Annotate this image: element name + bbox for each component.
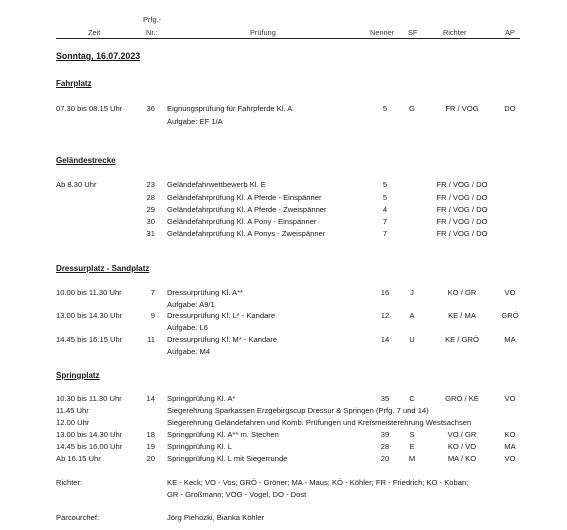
row-richter: FR / VOG / DO <box>436 205 488 214</box>
date-heading: Sonntag, 16.07.2023 <box>56 51 141 61</box>
row-richter: FR / VOG / DO <box>436 229 488 238</box>
row-nenner: 12 <box>380 311 390 320</box>
row-nenner: 20 <box>380 454 390 463</box>
row-nr: 29 <box>146 205 155 214</box>
row-test: Geländefahrprüfung Kl. A Pferde - Zweispänner <box>167 205 327 214</box>
parcourchef-label: Parcourchef: <box>56 513 100 522</box>
section-fahrplatz: Fahrplatz <box>56 79 92 88</box>
row-test: Springprüfung Kl. L mit Siegerrunde <box>167 454 288 463</box>
row-ap: GRÖ <box>501 311 519 320</box>
row-nr: 7 <box>150 288 155 297</box>
row-richter: KE / GRÖ <box>445 335 479 344</box>
header-sf: SF <box>408 28 418 37</box>
row-richter: VO / GR <box>447 430 477 439</box>
row-test: Springprüfung Kl. A* <box>167 394 236 403</box>
row-time: 11.45 Uhr <box>56 406 89 415</box>
row-richter: KO / GR <box>447 288 477 297</box>
row-nr: 20 <box>146 454 155 463</box>
row-test: Dressurprüfung Kl. L* - Kandare <box>167 311 276 320</box>
row-time: Ab 8.30 Uhr <box>56 180 97 189</box>
row-test: Siegerehrung Sparkassen Erzgebirgscup Dressur & Springen (Prfg. 7 und 14) <box>167 406 429 415</box>
row-ap: MA <box>504 442 516 451</box>
section-spring: Springplatz <box>56 371 100 380</box>
row-richter: FR / VOG / DO <box>436 217 488 226</box>
row-test: Eignungsprüfung für Fahrpferde Kl. A <box>167 104 293 113</box>
row-ap: KO <box>504 430 516 439</box>
row-time: 10.30 bis 11.30 Uhr <box>56 394 122 403</box>
header-rule <box>56 38 520 39</box>
row-sf: G <box>409 104 415 113</box>
row-richter: KE / MA <box>448 311 476 320</box>
row-richter: KO / VO <box>447 442 477 451</box>
row-nr: 28 <box>146 193 155 202</box>
row-test: Geländefahrprüfung Kl. A Pony - Einspänner <box>167 217 317 226</box>
row-nenner: 16 <box>380 288 390 297</box>
row-ap: VO <box>504 288 516 297</box>
row-time: 07.30 bis 08.15 Uhr <box>56 104 123 113</box>
row-sf: A <box>409 311 415 320</box>
row-sf: U <box>409 335 415 344</box>
richter-label: Richter: <box>56 478 83 487</box>
header-ap: AP <box>505 28 515 37</box>
row-nenner: 7 <box>382 229 388 238</box>
header-prfg-nr-1: Prfg.- <box>143 15 162 24</box>
row-sf: E <box>409 442 415 451</box>
row-time: 10.00 bis 11.30 Uhr <box>56 288 122 297</box>
header-nenner: Nenner <box>370 28 395 37</box>
row-sf: J <box>410 288 414 297</box>
row-test: Geländefahrprüfung Kl. A Pferde - Einspänner <box>167 193 322 202</box>
row-sf: M <box>408 454 416 463</box>
row-nr: 36 <box>146 104 155 113</box>
row-test: Geländefahrprüfung Kl. A Ponys - Zweispänner <box>167 229 326 238</box>
section-dressur: Dressurplatz - Sandplatz <box>56 264 150 273</box>
parcourchef-value: Jörg Piehozki, Bianka Köhler <box>167 513 265 522</box>
row-nenner: 4 <box>382 205 388 214</box>
row-test: Siegerehrung Geländefahren und Komb. Prüfungen und Kreismeisterehrung Westsachsen <box>167 418 472 427</box>
row-nenner: 14 <box>380 335 390 344</box>
header-richter: Richter <box>443 28 467 37</box>
row-test: Springprüfung Kl. L <box>167 442 233 451</box>
row-nenner: 5 <box>382 193 388 202</box>
row-sub: Aufgabe: EF 1/A <box>167 117 223 126</box>
row-nenner: 39 <box>380 430 390 439</box>
row-nr: 31 <box>146 229 155 238</box>
row-nenner: 7 <box>382 217 388 226</box>
row-nr: 18 <box>146 430 155 439</box>
row-test: Dressurprüfung Kl. A** <box>167 288 243 297</box>
richter-legend-line2: GR - Großmann; VOG - Vogel, DO - Dost <box>167 490 307 499</box>
row-test: Dressurprüfung Kl. M* - Kandare <box>167 335 278 344</box>
row-richter: FR / VOG <box>445 104 479 113</box>
row-sf: C <box>409 394 415 403</box>
row-nr: 23 <box>146 180 155 189</box>
row-ap: VO <box>504 454 516 463</box>
row-ap: MA <box>504 335 516 344</box>
row-ap: DO <box>504 104 516 113</box>
row-nr: 19 <box>146 442 155 451</box>
header-zeit: Zeit <box>88 28 101 37</box>
richter-legend-line1: KE - Keck; VO - Vos; GRÖ - Gröner; MA - Maus; KÖ - Köhler; FR - Friedrich; KO - Koban; <box>167 478 469 487</box>
row-nenner: 5 <box>382 104 388 113</box>
row-time: 14.45 bis 16.00 Uhr <box>56 442 123 451</box>
row-time: 13.00 bis 14.30 Uhr <box>56 311 123 320</box>
header-pruefung: Prüfung <box>250 28 276 37</box>
row-test: Springprüfung Kl. A** m. Stechen <box>167 430 279 439</box>
row-nenner: 5 <box>382 180 388 189</box>
row-nr: 9 <box>150 311 155 320</box>
row-time: 13.00 bis 14.30 Uhr <box>56 430 123 439</box>
row-time: 12.00 Uhr <box>56 418 90 427</box>
row-test: Geländefahrwettbewerb Kl. E <box>167 180 266 189</box>
row-sf: S <box>409 430 415 439</box>
row-nr: 11 <box>147 335 155 344</box>
row-nr: 30 <box>146 217 155 226</box>
row-time: 14.45 bis 16.15 Uhr <box>56 335 123 344</box>
row-sub: Aufgabe: A9/1 <box>167 300 215 309</box>
row-nenner: 28 <box>380 442 390 451</box>
row-richter: FR / VOG / DO <box>436 180 488 189</box>
row-nenner: 35 <box>380 394 390 403</box>
header-prfg-nr-2: Nr.: <box>146 28 158 37</box>
row-nr: 14 <box>146 394 155 403</box>
row-richter: FR / VOG / DO <box>436 193 488 202</box>
row-sub: Aufgabe: M4 <box>167 347 211 356</box>
row-sub: Aufgabe: L6 <box>167 323 208 332</box>
row-richter: MA / KO <box>447 454 477 463</box>
section-gelaende: Geländestrecke <box>56 156 116 165</box>
row-time: Ab 16.15 Uhr <box>56 454 101 463</box>
row-richter: GRÖ / KE <box>445 394 479 403</box>
row-ap: VO <box>504 394 516 403</box>
